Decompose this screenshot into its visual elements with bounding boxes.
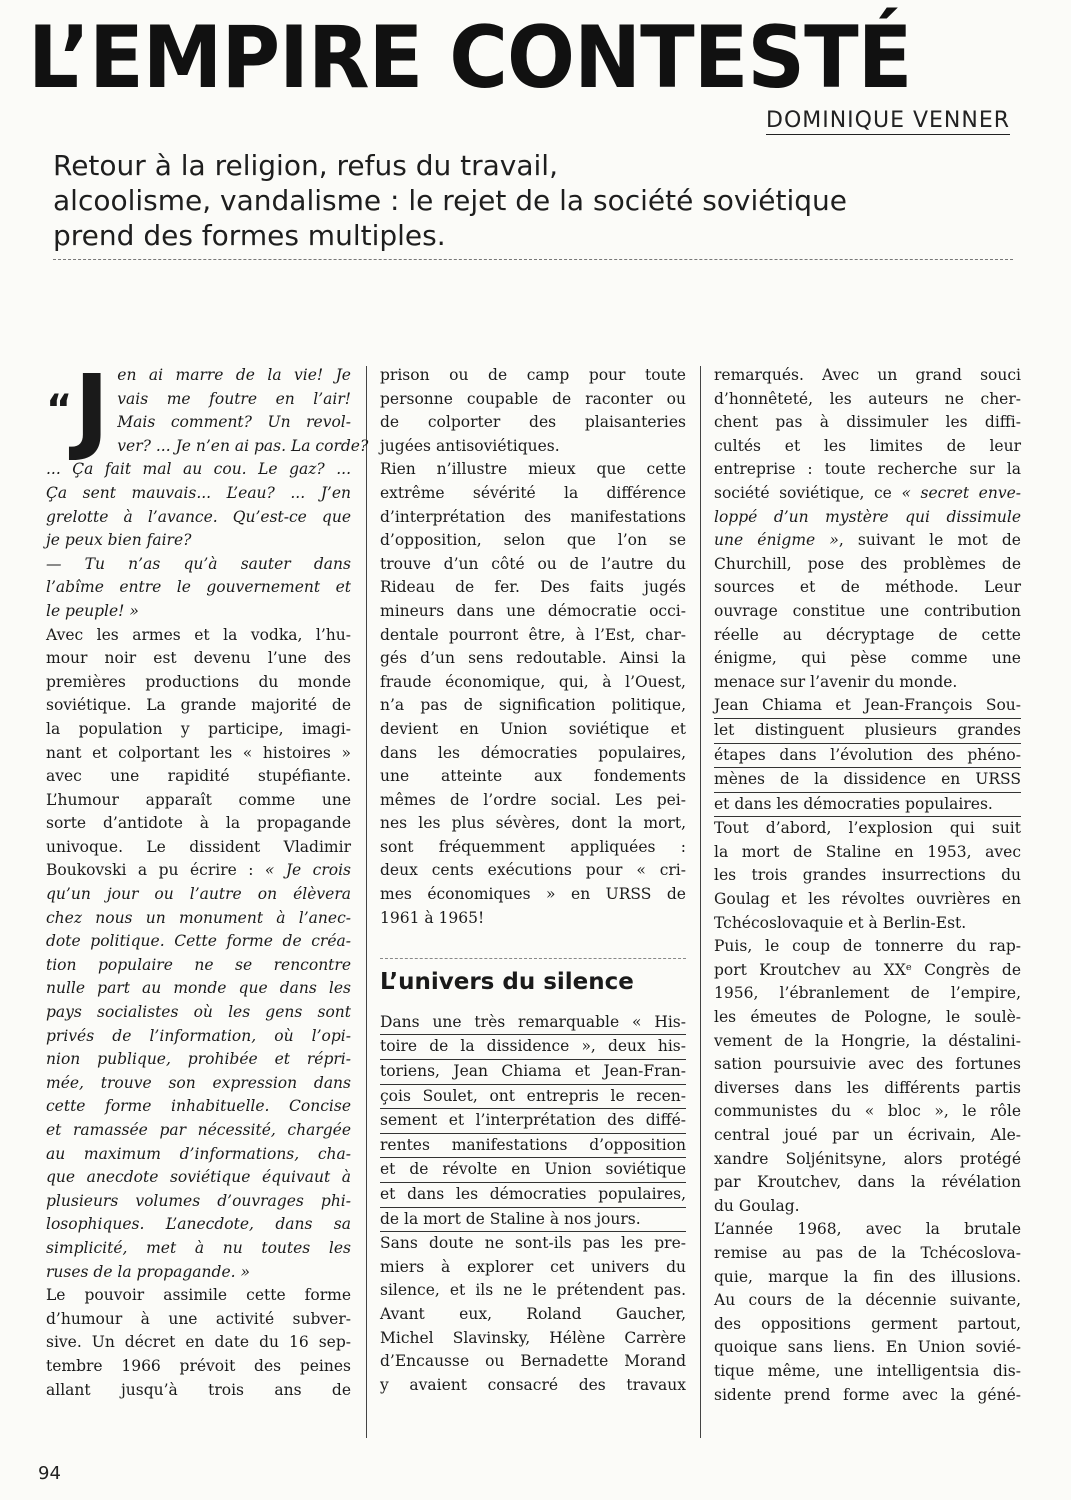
text-line: toriens, Jean Chiama et Jean-Fran-	[380, 1060, 686, 1085]
text-line: rentes manifestations d’opposition	[380, 1134, 686, 1159]
deck-line: prend des formes multiples.	[53, 219, 446, 252]
text-line: cette forme inhabituelle. Concise	[46, 1097, 351, 1116]
page-number: 94	[38, 1463, 61, 1484]
column-rule	[700, 366, 701, 1438]
text-line: l’abîme entre le gouvernement et	[46, 578, 351, 597]
text-line: par Kroutchev, dans la révélation	[714, 1173, 1021, 1192]
text-line: Puis, le coup de tonnerre du rap-	[714, 937, 1021, 956]
quote-run: une énigme »	[714, 531, 839, 550]
underlined-paragraph	[714, 694, 1021, 817]
text-line: toire de la dissidence », deux his-	[380, 1035, 686, 1060]
paragraph	[46, 1284, 351, 1402]
text-line: sement et l’interprétation des diffé-	[380, 1109, 686, 1134]
text-line: silence, et ils ne le prétendent pas.	[380, 1281, 686, 1300]
drop-cap: “ J	[46, 368, 109, 452]
text-line: univoque. Le dissident Vladimir	[46, 837, 351, 856]
text-line: Ça sent mauvais... L’eau? ... J’en	[46, 483, 351, 502]
text-line: chez nous un monument à l’anec-	[46, 908, 351, 927]
text-line	[714, 482, 1021, 506]
text-line: fraude économique, qui, à l’Ouest,	[380, 672, 686, 691]
text-line: central joué par un écrivain, Ale-	[714, 1126, 1021, 1144]
text-line: pays socialistes où les gens sont	[46, 1003, 351, 1022]
text-line: avec une rapidité stupéfiante.	[46, 767, 351, 786]
text-line: quie, marque la fin des illusions.	[714, 1267, 1021, 1286]
text-line: let distinguent plusieurs grandes	[714, 719, 1021, 744]
quote-run: « secret enve-	[901, 483, 1021, 502]
text-line: nes les plus sévères, dont la mort,	[380, 814, 686, 833]
text-line: grelotte à l’avance. Qu’est-ce que	[46, 507, 351, 526]
text-line: Sans doute ne sont-ils pas les pre-	[380, 1234, 686, 1253]
text-line: tembre 1966 prévoit des peines	[46, 1356, 351, 1375]
text-line: une atteinte aux fondements	[380, 767, 686, 786]
quote-run: « Je crois	[264, 861, 351, 880]
text-line: réelle au décryptage de cette	[714, 625, 1021, 644]
text-line: Mais comment? Un revol-	[117, 413, 351, 432]
text-line: Churchill, pose des problèmes de	[714, 554, 1021, 573]
text-line: d’opposition, selon que l’on se	[380, 531, 686, 550]
text-line: mènes de la dissidence en URSS	[714, 768, 1021, 793]
text-line: que anecdote soviétique équivaut à	[46, 1168, 351, 1187]
text-line: diverses dans les différents partis	[714, 1078, 1021, 1097]
text-line: tique même, une intelligentsia dis-	[714, 1361, 1021, 1380]
text-line: deux cents exécutions pour « cri-	[380, 861, 686, 880]
text-line: plusieurs volumes d’ouvrages phi-	[46, 1191, 351, 1210]
text-line: mes économiques » en URSS de	[380, 885, 686, 904]
text-line: étapes dans l’évolution des phéno-	[714, 744, 1021, 769]
article-title: L’EMPIRE CONTESTÉ	[28, 8, 912, 108]
text-run: Boukovski a pu écrire :	[46, 861, 254, 880]
text-line: Tchécoslovaquie et à Berlin-Est.	[714, 913, 967, 932]
text-line: Avant eux, Roland Gaucher,	[380, 1304, 686, 1323]
text-line: premières productions du monde	[46, 672, 351, 691]
text-line: les émeutes de Pologne, le soulè-	[714, 1008, 1021, 1027]
text-line: tion populaire ne se rencontre	[46, 955, 351, 974]
text-line: de la mort de Staline à nos jours.	[380, 1208, 686, 1233]
text-line: prison ou de camp pour toute	[380, 366, 686, 384]
text-line: remise au pas de la Tchécoslova-	[714, 1243, 1021, 1262]
text-line: ... Ça fait mal au cou. Le gaz? ...	[46, 460, 351, 479]
text-line: sidente prend forme avec la géné-	[714, 1385, 1021, 1404]
text-line: et dans les démocraties populaires.	[714, 793, 1021, 818]
text-line: d’interprétation des manifestations	[380, 507, 686, 526]
text-line: Rideau de fer. Des faits jugés	[380, 578, 686, 597]
text-line: mineurs dans une démocratie occi-	[380, 601, 686, 620]
text-line: de colporter des plaisanteries	[380, 413, 686, 432]
text-line: d’honnêteté, les auteurs ne cher-	[714, 389, 1021, 408]
text-line: y avaient consacré des travaux	[380, 1375, 686, 1394]
text-line: loppé d’un mystère qui dissimule	[714, 507, 1021, 526]
column-rule	[366, 366, 367, 1438]
text-line: je peux bien faire?	[46, 531, 192, 550]
text-run: , suivant le mot de	[838, 531, 1021, 550]
text-line: remarqués. Avec un grand souci	[714, 366, 1021, 384]
text-line: xandre Soljénitsyne, alors protégé	[714, 1149, 1021, 1168]
paragraph	[714, 364, 1021, 694]
text-line: au maximum d’informations, cha-	[46, 1144, 351, 1163]
text-line: mée, trouve son expression dans	[46, 1073, 351, 1092]
text-column-1	[46, 355, 369, 1402]
text-line: soviétique. La grande majorité de	[46, 696, 351, 715]
text-column-2	[380, 364, 686, 1397]
text-line: Tout d’abord, l’explosion qui suit	[714, 819, 1021, 838]
text-line: Michel Slavinsky, Hélène Carrère	[380, 1328, 686, 1347]
text-line: 1961 à 1965!	[380, 908, 485, 927]
text-line: vement de la Hongrie, la déstalini-	[714, 1031, 1021, 1050]
text-line: d’Encausse ou Bernadette Morand	[380, 1352, 686, 1371]
text-line: sorte d’antidote à la propagande	[46, 814, 351, 833]
text-line: ruses de la propagande. »	[46, 1262, 250, 1281]
text-line: extrême sévérité la différence	[380, 483, 686, 502]
text-line: en ai marre de la vie! Je	[117, 366, 351, 384]
text-line: d’humour à une activité subver-	[46, 1309, 351, 1328]
text-line: Dans une très remarquable « His-	[380, 1011, 686, 1036]
text-line: allant jusqu’à trois ans de	[46, 1380, 351, 1399]
text-line: dentale pourront être, à l’Est, char-	[380, 625, 686, 644]
text-line: et de révolte en Union soviétique	[380, 1158, 686, 1183]
paragraph	[46, 624, 351, 1285]
text-line: trouve d’un côté ou de l’autre du	[380, 554, 686, 573]
text-line: devient en Union soviétique et	[380, 719, 686, 738]
text-line: ver? ... Je n’en ai pas. La corde?	[117, 436, 369, 455]
deck-line: Retour à la religion, refus du travail,	[53, 149, 558, 182]
text-line: communistes du « bloc », le rôle	[714, 1102, 1021, 1121]
text-line: jugées antisoviétiques.	[380, 436, 560, 455]
text-line: Avec les armes et la vodka, l’hu-	[46, 625, 351, 644]
paragraph	[380, 1232, 686, 1397]
text-line: n’a pas de signification politique,	[380, 696, 686, 715]
paragraph	[714, 935, 1021, 1218]
text-line: chent pas à dissimuler les diffi-	[714, 413, 1021, 432]
text-line: et ramassée par nécessité, chargée	[46, 1121, 351, 1139]
text-line: ouvrage constitue une contribution	[714, 601, 1021, 620]
text-line: les trois grandes insurrections du	[714, 866, 1021, 885]
text-line: sive. Un décret en date du 16 sep-	[46, 1333, 351, 1352]
text-line: — Tu n’as qu’à sauter dans	[46, 554, 351, 573]
text-line: qu’un jour ou l’autre on élèvera	[46, 885, 351, 904]
text-line: nulle part au monde que dans les	[46, 979, 351, 998]
text-line: Jean Chiama et Jean-François Sou-	[714, 694, 1021, 719]
text-line: L’année 1968, avec la brutale	[714, 1220, 1021, 1239]
text-line: vais me foutre en l’air!	[117, 389, 351, 408]
text-line: entreprise : toute recherche sur la	[714, 460, 1021, 479]
text-line: Le pouvoir assimile cette forme	[46, 1286, 351, 1305]
section-subheading: L’univers du silence	[380, 958, 686, 995]
text-line: 1956, l’ébranlement de l’empire,	[714, 984, 1021, 1003]
text-line: menace sur l’avenir du monde.	[714, 672, 958, 691]
text-line: sation poursuivie avec des fortunes	[714, 1055, 1021, 1074]
text-line: losophiques. L’anecdote, dans sa	[46, 1215, 351, 1234]
paragraph	[380, 458, 686, 930]
text-line: la mort de Staline en 1953, avec	[714, 842, 1021, 861]
text-line: dans les démocraties populaires,	[380, 743, 686, 762]
text-line: privés de l’information, où l’opi-	[46, 1026, 351, 1045]
text-line: cultés et les limites de leur	[714, 436, 1021, 455]
text-line: la population y participe, imagi-	[46, 719, 351, 738]
text-line: simplicité, met à nu toutes les	[46, 1238, 351, 1257]
text-line: miers à explorer cet univers du	[380, 1257, 686, 1276]
text-line: sont fréquemment appliquées :	[380, 837, 686, 856]
text-line: Au cours de la décennie suivante,	[714, 1291, 1021, 1310]
text-line: des oppositions germent partout,	[714, 1314, 1021, 1333]
text-line: quoique sans liens. En Union sovié-	[714, 1338, 1021, 1357]
text-line: nant et colportant les « histoires »	[46, 743, 351, 762]
text-line: port Kroutchev au XXᵉ Congrès de	[714, 960, 1021, 979]
text-line: çois Soulet, ont entrepris le recen-	[380, 1085, 686, 1110]
text-line	[714, 529, 1021, 553]
paragraph	[380, 364, 686, 458]
text-line: Rien n’illustre mieux que cette	[380, 460, 686, 479]
text-column-3	[714, 364, 1021, 1407]
text-run: société soviétique, ce	[714, 483, 892, 502]
text-line: gés d’un sens redoutable. Ainsi la	[380, 649, 686, 668]
text-line: personne coupable de raconter ou	[380, 389, 686, 408]
paragraph	[714, 1218, 1021, 1407]
text-line: sources et de méthode. Leur	[714, 578, 1021, 597]
author-byline: DOMINIQUE VENNER	[766, 108, 1011, 133]
text-line: mour noir est devenu l’une des	[46, 649, 351, 668]
underlined-paragraph	[380, 1011, 686, 1232]
text-line: mêmes de l’ordre social. Les pei-	[380, 790, 686, 809]
text-line: du Goulag.	[714, 1196, 800, 1215]
text-line: Goulag et les révoltes ouvrières en	[714, 890, 1021, 909]
text-line: le peuple! »	[46, 601, 139, 620]
text-line: énigme, qui pèse comme une	[714, 649, 1021, 668]
text-line: et dans les démocraties populaires,	[380, 1183, 686, 1208]
paragraph	[714, 817, 1021, 935]
text-line: dote politique. Cette forme de créa-	[46, 932, 351, 951]
text-line: nion publique, prohibée et répri-	[46, 1050, 351, 1069]
deck-line: alcoolisme, vandalisme : le rejet de la société soviétique	[53, 184, 848, 217]
article-deck	[53, 148, 1013, 260]
text-line	[46, 859, 351, 883]
text-line: L’humour apparaît comme une	[46, 790, 351, 809]
